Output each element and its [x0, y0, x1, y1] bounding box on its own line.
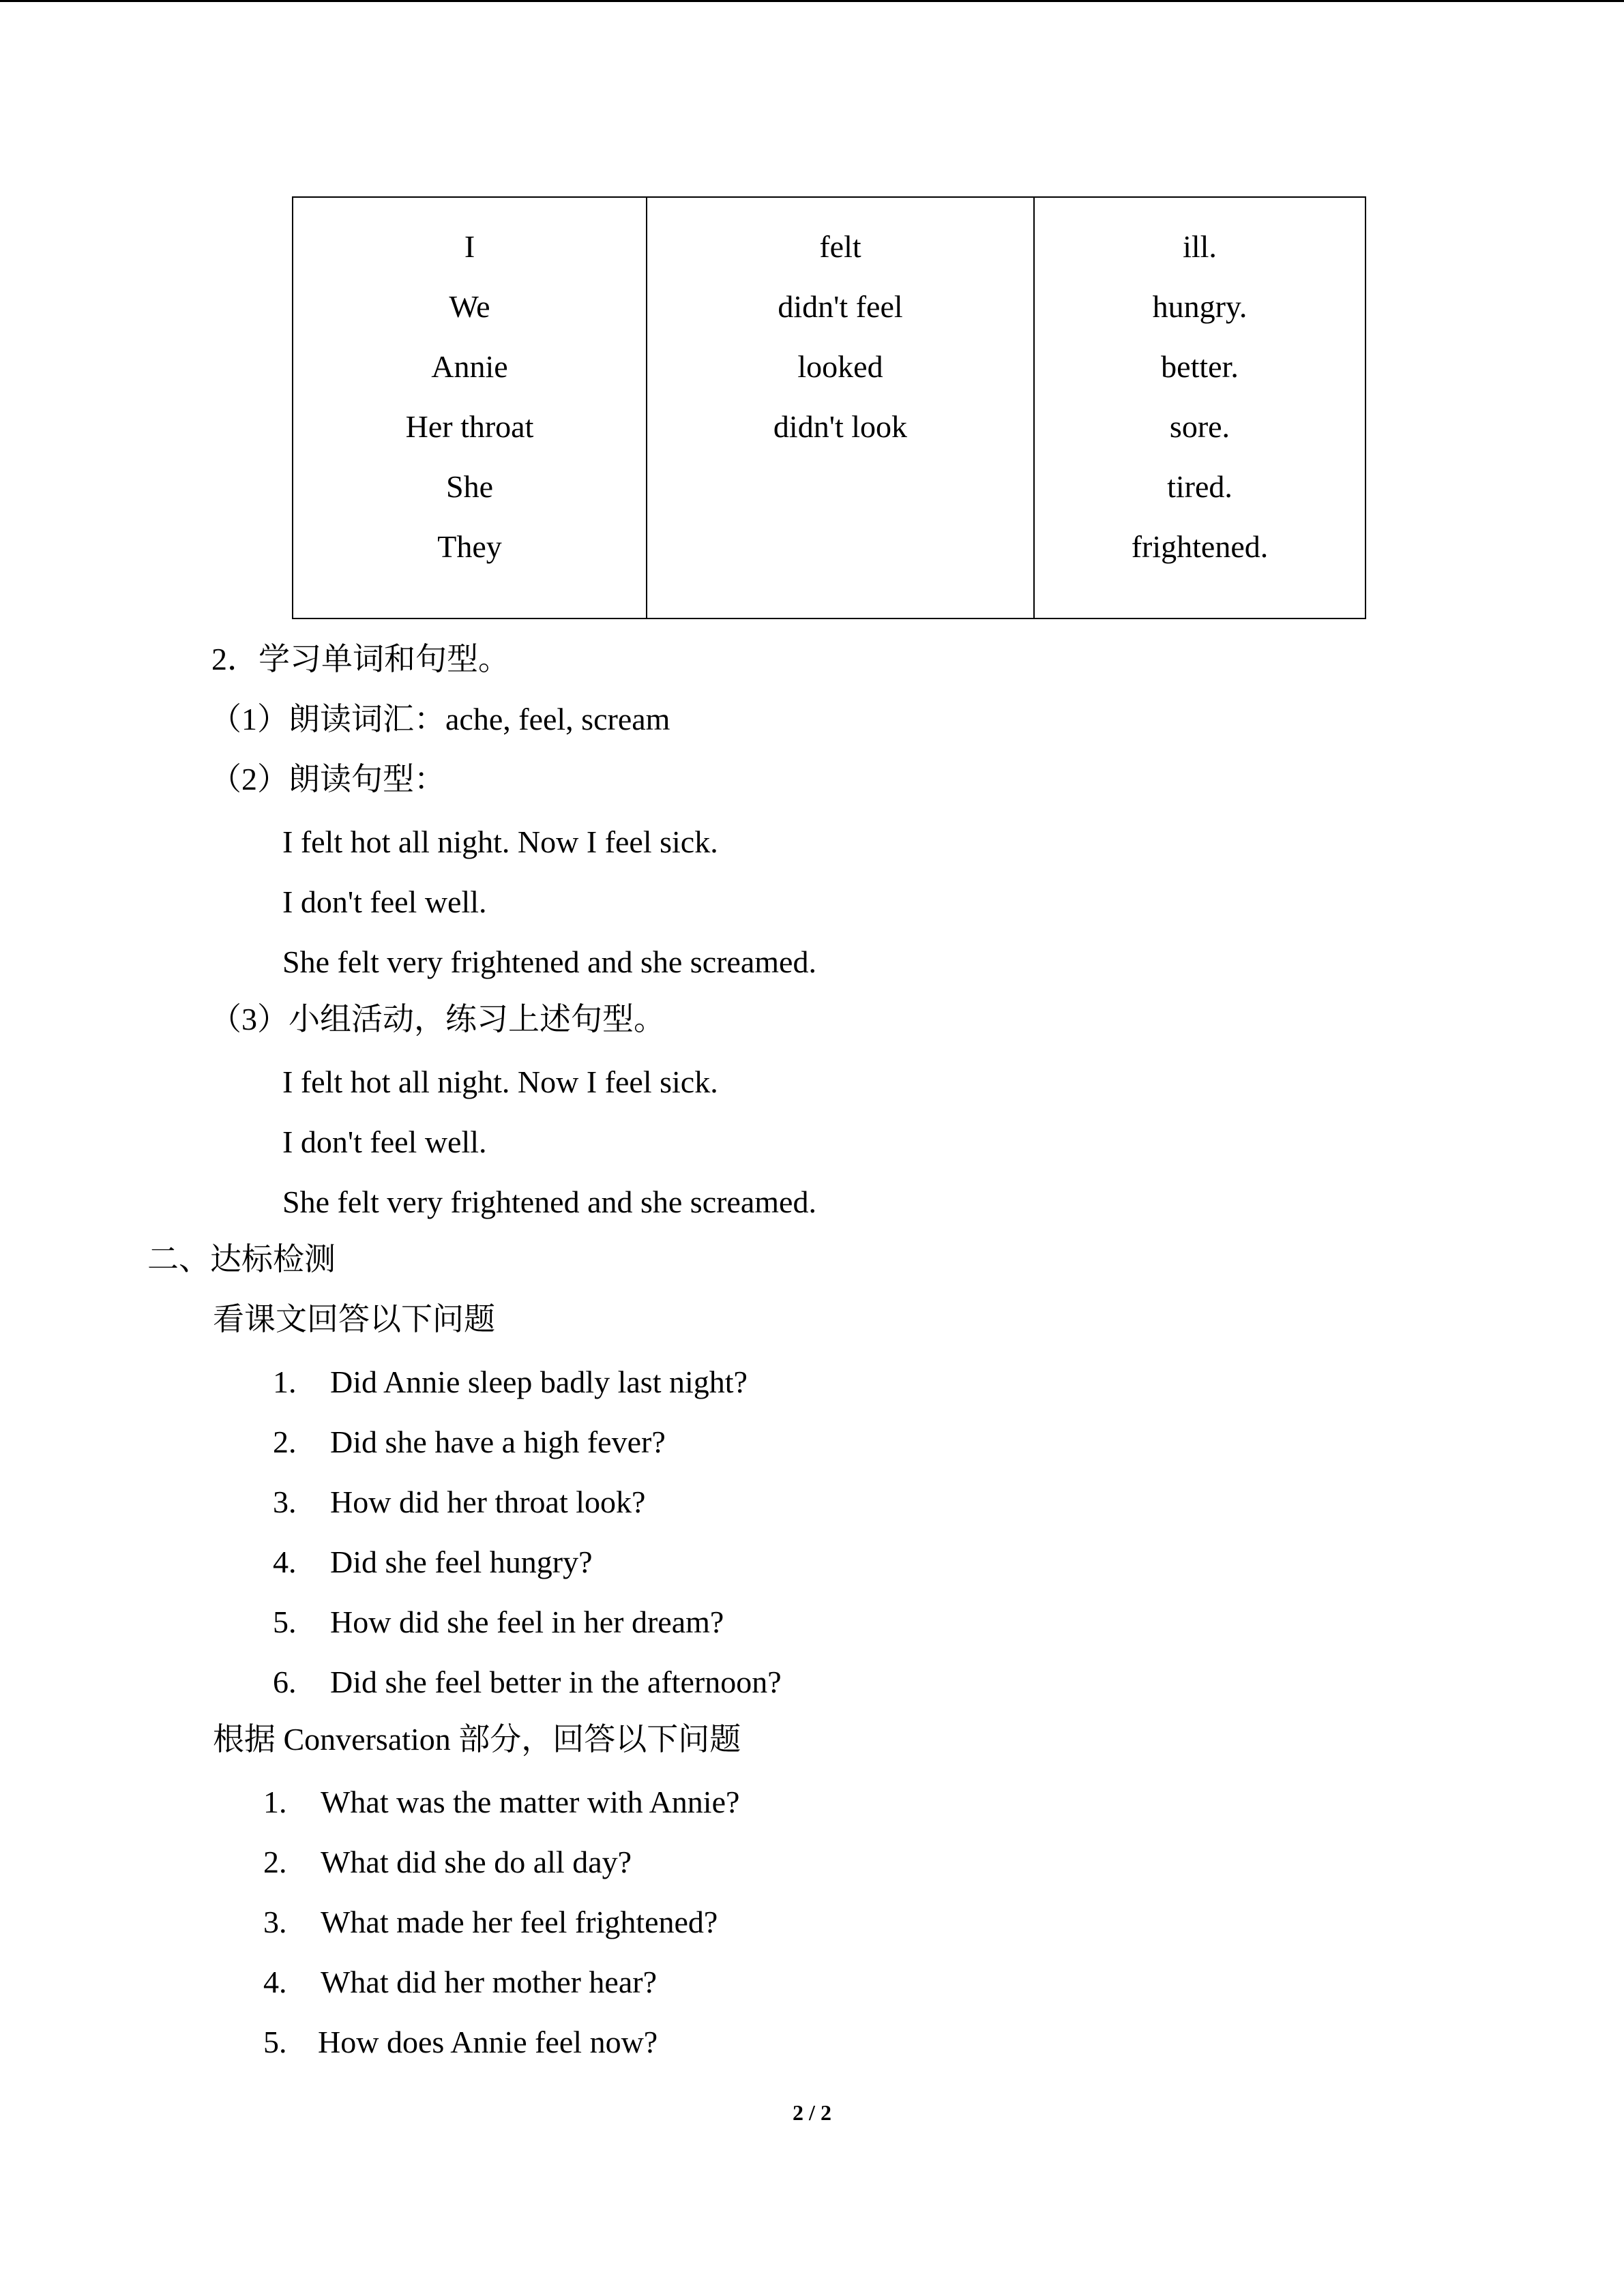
part2-title: 根据 Conversation 部分，回答以下问题 — [213, 1722, 741, 1757]
question-item — [273, 1482, 645, 1523]
pattern-sentence: I don't feel well. — [282, 884, 487, 919]
part1-title: 看课文回答以下问题 — [213, 1302, 495, 1337]
pattern-sentence: I felt hot all night. Now I feel sick. — [282, 824, 718, 859]
question-text: Did she have a high fever? — [330, 1425, 666, 1459]
test-heading: 二、达标检测 — [147, 1242, 336, 1277]
adjective-word: frightened. — [1131, 529, 1269, 564]
question-text: How did she feel in her dream? — [330, 1605, 724, 1639]
verb-phrase: didn't feel — [778, 289, 903, 324]
question-item — [263, 1902, 718, 1943]
adjectives-cell — [1034, 197, 1365, 618]
adjective-word: ill. — [1183, 229, 1217, 264]
subject-word: She — [446, 469, 493, 504]
adjective-word: hungry. — [1152, 289, 1247, 324]
page-number: 2 / 2 — [793, 2100, 831, 2125]
question-item — [263, 2022, 658, 2063]
vocab-item: （1）朗读词汇：ache, feel, scream — [210, 702, 670, 736]
group-activity-item: （3）小组活动，练习上述句型。 — [210, 1002, 665, 1037]
substitution-table — [292, 196, 1366, 619]
question-number: 3. — [273, 1485, 297, 1519]
sentence-pattern-item: （2）朗读句型： — [210, 762, 445, 796]
question-number: 3. — [263, 1905, 287, 1939]
question-item — [273, 1662, 782, 1703]
table-row — [293, 197, 1365, 618]
question-number: 6. — [273, 1665, 297, 1699]
pattern-sentence: She felt very frightened and she screamed. — [282, 944, 816, 979]
subject-word: We — [449, 289, 490, 324]
question-item — [263, 1962, 657, 2003]
question-number: 1. — [263, 1785, 287, 1819]
adjective-word: tired. — [1167, 469, 1232, 504]
question-item — [263, 1782, 739, 1823]
question-number: 4. — [263, 1965, 287, 1999]
subjects-cell — [293, 197, 647, 618]
question-number: 2. — [263, 1845, 287, 1879]
question-text: Did she feel better in the afternoon? — [330, 1665, 782, 1699]
question-item — [273, 1542, 593, 1583]
question-number: 1. — [273, 1365, 297, 1399]
pattern-sentence: I don't feel well. — [282, 1124, 487, 1159]
question-text: What did her mother hear? — [321, 1965, 657, 1999]
subject-word: I — [464, 229, 475, 264]
question-text: What made her feel frightened? — [321, 1905, 718, 1939]
pattern-sentence: I felt hot all night. Now I feel sick. — [282, 1064, 718, 1099]
verb-phrase: looked — [797, 349, 883, 384]
subject-word: They — [437, 529, 502, 564]
question-text: How did her throat look? — [330, 1485, 646, 1519]
subject-word: Annie — [431, 349, 508, 384]
question-item — [273, 1422, 666, 1463]
question-item — [273, 1602, 724, 1643]
question-number: 2. — [273, 1425, 297, 1459]
question-item — [263, 1842, 632, 1883]
question-number: 4. — [273, 1545, 297, 1579]
question-text: Did Annie sleep badly last night? — [330, 1365, 748, 1399]
question-text: How does Annie feel now? — [318, 2025, 658, 2059]
question-number: 5. — [263, 2025, 287, 2059]
verbs-cell — [647, 197, 1034, 618]
question-item — [273, 1362, 748, 1403]
question-text: Did she feel hungry? — [330, 1545, 593, 1579]
adjective-word: better. — [1161, 349, 1239, 384]
question-text: What did she do all day? — [321, 1845, 632, 1879]
verb-phrase: didn't look — [773, 409, 908, 444]
question-text: What was the matter with Annie? — [321, 1785, 740, 1819]
subject-word: Her throat — [405, 409, 534, 444]
section-heading: 2．学习单词和句型。 — [211, 642, 510, 676]
verb-phrase: felt — [819, 229, 861, 264]
adjective-word: sore. — [1169, 409, 1230, 444]
question-number: 5. — [273, 1605, 297, 1639]
pattern-sentence: She felt very frightened and she screamed. — [282, 1184, 816, 1219]
